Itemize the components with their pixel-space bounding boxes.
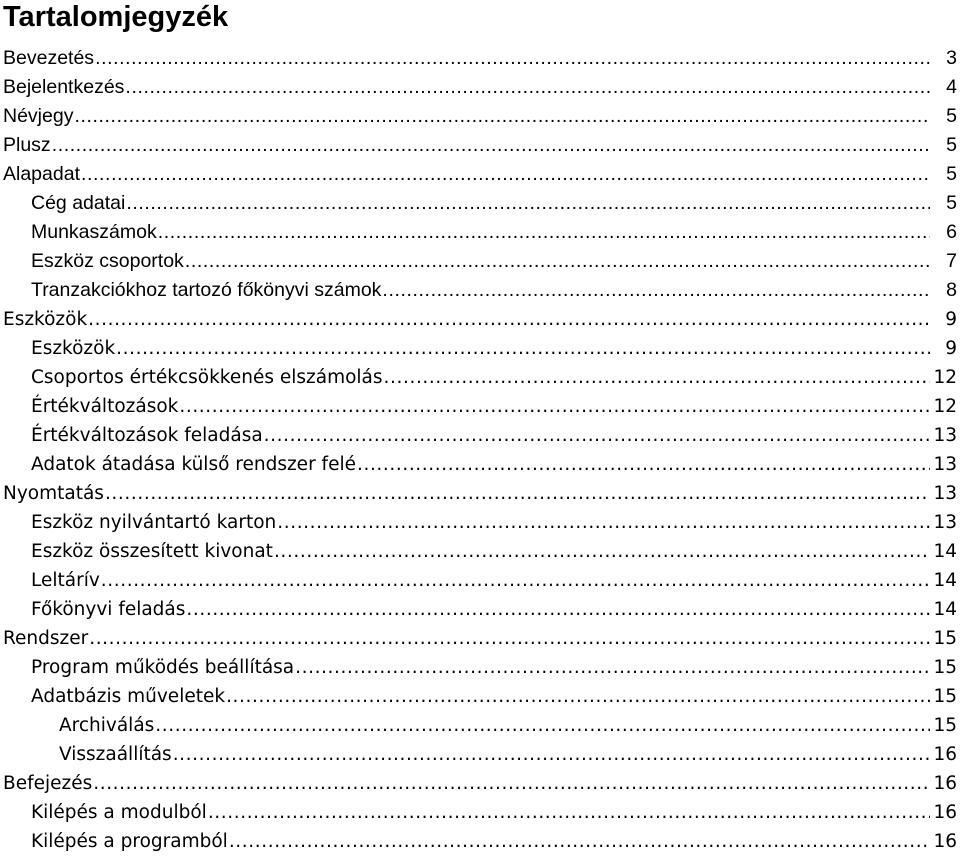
toc-entry[interactable] — [0, 624, 960, 653]
toc-entry[interactable] — [0, 305, 960, 334]
toc-entry-label: Kilépés a programból — [31, 831, 228, 852]
toc-entry-label: Kilépés a modulból — [31, 802, 207, 823]
toc-entry-label: Csoportos értékcsökkenés elszámolás — [31, 367, 383, 388]
toc-dot-leader — [357, 450, 930, 479]
toc-entry[interactable] — [0, 44, 960, 73]
toc-entry[interactable] — [0, 711, 960, 740]
toc-entry-page-number: 14 — [933, 541, 957, 562]
toc-dot-leader — [295, 653, 930, 682]
toc-entry-page-number: 5 — [946, 192, 957, 214]
toc-dot-leader — [185, 247, 930, 276]
toc-entry-label: Cég adatai — [31, 192, 126, 214]
toc-entry[interactable] — [0, 73, 960, 102]
toc-entry-page-number: 13 — [933, 425, 957, 446]
toc-entry-page-number: 5 — [946, 105, 957, 127]
toc-entry-page-number: 3 — [946, 47, 957, 69]
toc-entry[interactable] — [0, 769, 960, 798]
toc-dot-leader — [229, 827, 930, 856]
toc-entry-label: Értékváltozások feladása — [31, 425, 263, 446]
toc-entry-page-number: 14 — [933, 599, 957, 620]
toc-entry[interactable] — [0, 537, 960, 566]
toc-entry-label: Munkaszámok — [31, 221, 157, 243]
toc-entry-label: Névjegy — [3, 105, 74, 127]
toc-entry-page-number: 4 — [946, 76, 957, 98]
toc-entry-page-number: 14 — [933, 570, 957, 591]
toc-entry-page-number: 15 — [933, 628, 957, 649]
toc-entry[interactable] — [0, 131, 960, 160]
toc-dot-leader — [52, 131, 930, 160]
toc-dot-leader — [158, 218, 930, 247]
toc-entry-label: Alapadat — [3, 163, 80, 185]
toc-entry[interactable] — [0, 160, 960, 189]
toc-entry[interactable] — [0, 682, 960, 711]
toc-entry[interactable] — [0, 218, 960, 247]
toc-dot-leader — [173, 740, 930, 769]
toc-entry-page-number: 13 — [933, 483, 957, 504]
toc-entry-label: Értékváltozások — [31, 396, 179, 417]
toc-entry-label: Plusz — [3, 134, 51, 156]
toc-entry[interactable] — [0, 392, 960, 421]
toc-dot-leader — [382, 276, 930, 305]
toc-entry-page-number: 5 — [946, 163, 957, 185]
toc-dot-leader — [95, 44, 930, 73]
toc-entry-label: Főkönyvi feladás — [31, 599, 186, 620]
toc-entry-label: Program működés beállítása — [31, 657, 295, 678]
toc-entry[interactable] — [0, 421, 960, 450]
toc-entry-page-number: 7 — [946, 250, 957, 272]
toc-entry[interactable] — [0, 450, 960, 479]
toc-entry-label: Rendszer — [3, 628, 89, 649]
toc-entry[interactable] — [0, 740, 960, 769]
toc-title: Tartalomjegyzék — [3, 1, 229, 33]
toc-entry[interactable] — [0, 798, 960, 827]
toc-entry[interactable] — [0, 595, 960, 624]
toc-dot-leader — [208, 798, 930, 827]
toc-dot-leader — [126, 189, 930, 218]
toc-dot-leader — [274, 537, 930, 566]
toc-dot-leader — [155, 711, 930, 740]
toc-dot-leader — [226, 682, 930, 711]
toc-dot-leader — [277, 508, 930, 537]
toc-entry-page-number: 6 — [946, 221, 957, 243]
toc-entry-label: Befejezés — [3, 773, 93, 794]
toc-entry[interactable] — [0, 334, 960, 363]
toc-dot-leader — [101, 566, 930, 595]
toc-dot-leader — [105, 479, 930, 508]
toc-entry-page-number: 9 — [945, 309, 957, 330]
toc-entry-label: Eszközök — [3, 309, 88, 330]
toc-entry[interactable] — [0, 363, 960, 392]
toc-entry-label: Eszköz nyilvántartó karton — [31, 512, 277, 533]
toc-entry-label: Bevezetés — [3, 47, 95, 69]
toc-dot-leader — [384, 363, 930, 392]
toc-entry-label: Eszköz összesített kivonat — [31, 541, 273, 562]
toc-entry-label: Eszközök — [31, 338, 116, 359]
toc-entry[interactable] — [0, 276, 960, 305]
toc-entry[interactable] — [0, 566, 960, 595]
toc-entry[interactable] — [0, 827, 960, 856]
toc-dot-leader — [186, 595, 930, 624]
toc-entry-page-number: 13 — [933, 454, 957, 475]
toc-entry[interactable] — [0, 653, 960, 682]
toc-entry-page-number: 15 — [933, 686, 957, 707]
toc-entry[interactable] — [0, 479, 960, 508]
toc-dot-leader — [89, 624, 930, 653]
toc-entry-page-number: 9 — [945, 338, 957, 359]
toc-entry-page-number: 8 — [946, 279, 957, 301]
toc-entry-label: Bejelentkezés — [3, 76, 125, 98]
toc-dot-leader — [125, 73, 930, 102]
toc-entry-page-number: 13 — [933, 512, 957, 533]
toc-dot-leader — [116, 334, 930, 363]
toc-entry-label: Adatbázis műveletek — [31, 686, 226, 707]
toc-dot-leader — [74, 102, 930, 131]
toc-dot-leader — [93, 769, 930, 798]
toc-entry-label: Eszköz csoportok — [31, 250, 184, 272]
toc-entry-page-number: 16 — [933, 744, 957, 765]
toc-entry-label: Visszaállítás — [59, 744, 172, 765]
toc-entry-page-number: 16 — [933, 773, 957, 794]
toc-entry-page-number: 12 — [933, 367, 957, 388]
toc-entry[interactable] — [0, 247, 960, 276]
toc-entry-page-number: 16 — [933, 802, 957, 823]
toc-entry-label: Nyomtatás — [3, 483, 104, 504]
toc-entry[interactable] — [0, 102, 960, 131]
toc-entry-label: Tranzakciókhoz tartozó főkönyvi számok — [31, 279, 382, 301]
toc-dot-leader — [81, 160, 930, 189]
toc-dot-leader — [264, 421, 930, 450]
toc-dot-leader — [179, 392, 930, 421]
toc-entry-page-number: 16 — [933, 831, 957, 852]
toc-entry[interactable] — [0, 508, 960, 537]
toc-entry-label: Adatok átadása külső rendszer felé — [31, 454, 356, 475]
toc-entry-label: Leltárív — [31, 570, 100, 591]
toc-entry-page-number: 15 — [933, 715, 957, 736]
toc-entry-page-number: 5 — [946, 134, 957, 156]
toc-entry-page-number: 12 — [933, 396, 957, 417]
toc-entry[interactable] — [0, 189, 960, 218]
toc-entry-label: Archiválás — [59, 715, 155, 736]
toc-dot-leader — [88, 305, 930, 334]
toc-list — [0, 44, 960, 856]
toc-entry-page-number: 15 — [933, 657, 957, 678]
